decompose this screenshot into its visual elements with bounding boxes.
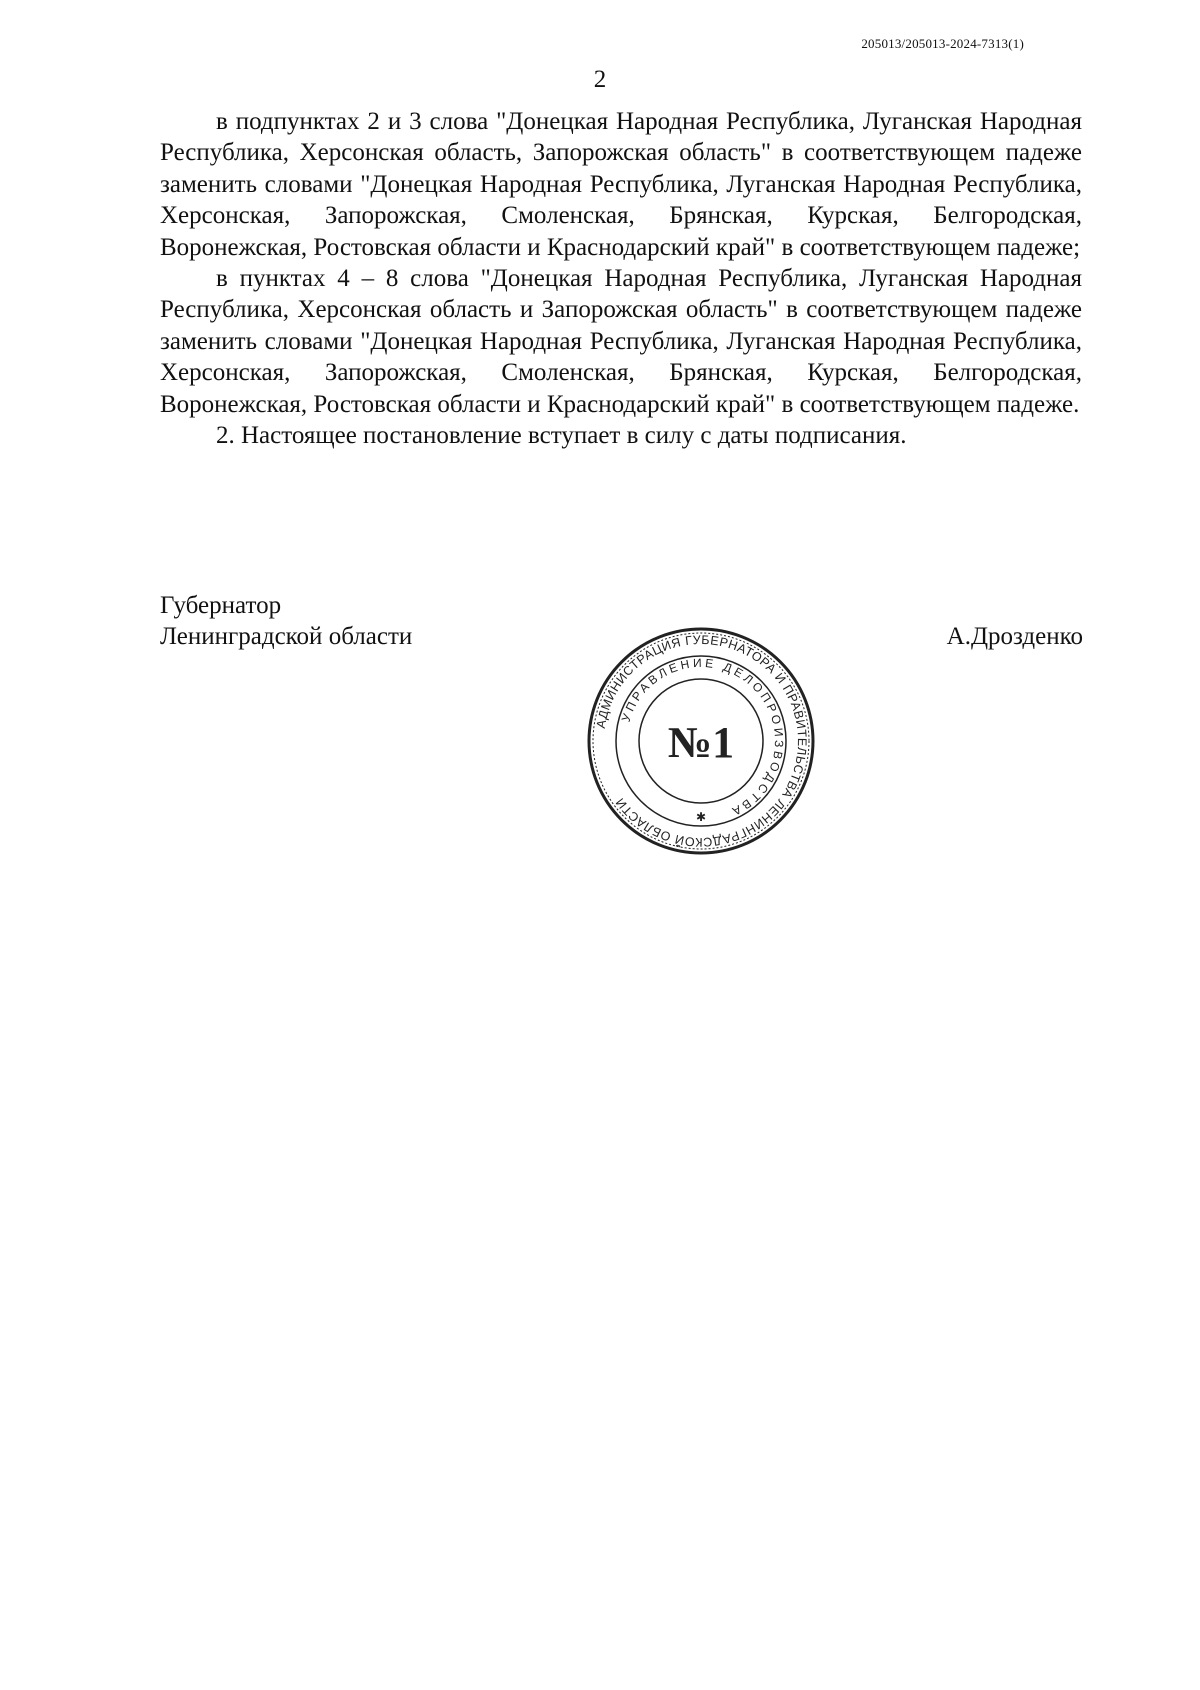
seal-inner-text: УПРАВЛЕНИЕ ДЕЛОПРОИЗВОДСТВА: [618, 655, 787, 820]
seal-graphic: [585, 625, 817, 857]
signatory-title: [160, 590, 412, 653]
seal-star-icon: ✱: [695, 810, 707, 824]
signatory-name: А.Дрозденко: [946, 623, 1083, 650]
document-id: 205013/205013-2024-7313(1): [861, 36, 1024, 51]
signatory-title-line2: Ленинградской области: [160, 623, 413, 651]
official-seal: [585, 625, 817, 857]
seal-outer-text: АДМИНИСТРАЦИЯ ГУБЕРНАТОРА И ПРАВИТЕЛЬСТВА ЛЕНИНГРАДСКОЙ ОБЛАСТИ: [593, 632, 810, 850]
page-number: 2: [593, 66, 607, 93]
signatory-title-line1: Губернатор: [160, 592, 282, 619]
body-text: [160, 106, 1082, 451]
paragraph-effective-date: 2. Настоящее постановление вступает в силу с даты подписания.: [216, 422, 907, 450]
paragraph-points: в пунктах 4 – 8 слова "Донецкая Народная Республика, Луганская Народная Республика, Херсонская область и Запорожская область" в соответствующем падеже заменить словами "Донецкая Народная Республика, Луганская Народная Республика, Херсонская, Запорожская, Смоленская, Брянская, Курская, Белгородская, Воронежская, Ростовская области и Краснодарский край" в соответствующем падеже.: [160, 265, 1082, 418]
paragraph-subpoints: в подпунктах 2 и 3 слова "Донецкая Народная Республика, Луганская Народная Республика, Херсонская область, Запорожская область" в соответствующем падеже заменить словами "Донецкая Народная Республика, Луганская Народная Республика, Херсонская, Запорожская, Смоленская, Брянская, Курская, Белгородская, Воронежская, Ростовская области и Краснодарский край" в соответствующем падеже;: [160, 108, 1082, 261]
seal-number: №1: [667, 718, 735, 767]
